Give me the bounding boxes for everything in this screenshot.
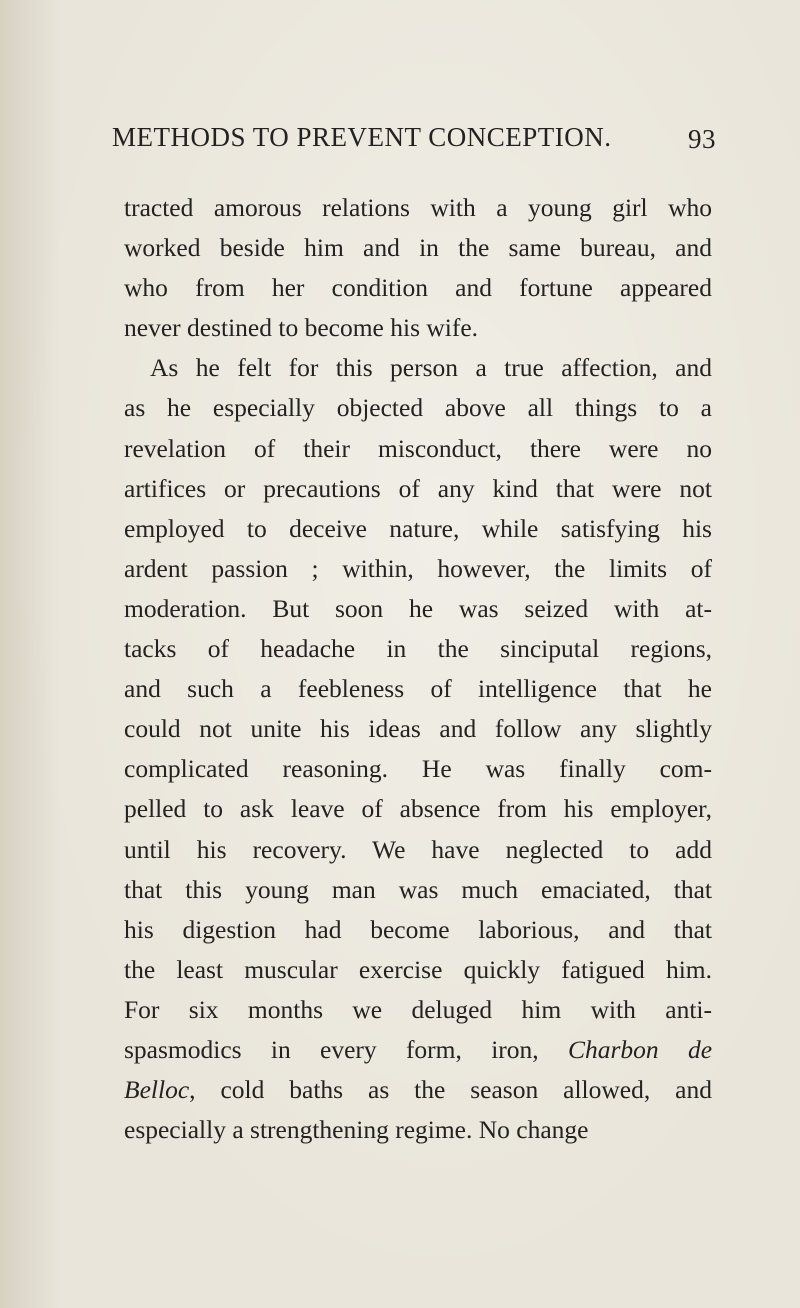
- text-line: worked beside him and in the same bureau, and: [124, 233, 712, 263]
- text-line: especially a strengthening regime. No change: [124, 1115, 589, 1145]
- text-line: For six months we deluged him with anti-: [124, 994, 712, 1024]
- text-line: employed to deceive nature, while satisfying his: [124, 513, 712, 543]
- text-line: could not unite his ideas and follow any slightly: [124, 714, 712, 744]
- text-line: ardent passion ; within, however, the limits of: [124, 553, 712, 583]
- running-title: METHODS TO PREVENT CONCEPTION.: [112, 122, 612, 152]
- text-segment: , cold baths as the season allowed, and: [189, 1075, 712, 1105]
- text-line: As he felt for this person a true affection, and: [150, 353, 712, 383]
- text-line-with-italic: [124, 1070, 712, 1110]
- text-line-with-italic: [124, 1030, 712, 1070]
- text-line: his digestion had become laborious, and that: [124, 914, 712, 944]
- page-number: 93: [688, 124, 716, 154]
- text-line: never destined to become his wife.: [124, 313, 479, 343]
- text-line: the least muscular exercise quickly fatigued him.: [124, 954, 712, 984]
- body-text: [124, 188, 712, 1150]
- running-header: [112, 122, 716, 158]
- italic-phrase: Charbon de: [567, 1034, 713, 1064]
- text-line: artifices or precautions of any kind that were not: [124, 473, 712, 503]
- text-line: complicated reasoning. He was finally com-: [124, 754, 712, 784]
- text-line: revelation of their misconduct, there were no: [124, 433, 712, 463]
- italic-word: Belloc: [124, 1075, 190, 1105]
- text-line: and such a feebleness of intelligence that he: [124, 674, 712, 704]
- text-segment: spasmodics in every form, iron,: [124, 1034, 539, 1064]
- text-line: as he especially objected above all things to a: [124, 393, 712, 423]
- text-line: pelled to ask leave of absence from his employer,: [124, 794, 712, 824]
- text-line: until his recovery. We have neglected to add: [124, 834, 712, 864]
- text-line: tracted amorous relations with a young girl who: [124, 193, 712, 222]
- text-line: tacks of headache in the sinciputal regions,: [124, 634, 712, 664]
- text-line: who from her condition and fortune appeared: [124, 273, 712, 303]
- text-line: moderation. But soon he was seized with at-: [124, 593, 712, 623]
- text-line: that this young man was much emaciated, that: [124, 874, 712, 904]
